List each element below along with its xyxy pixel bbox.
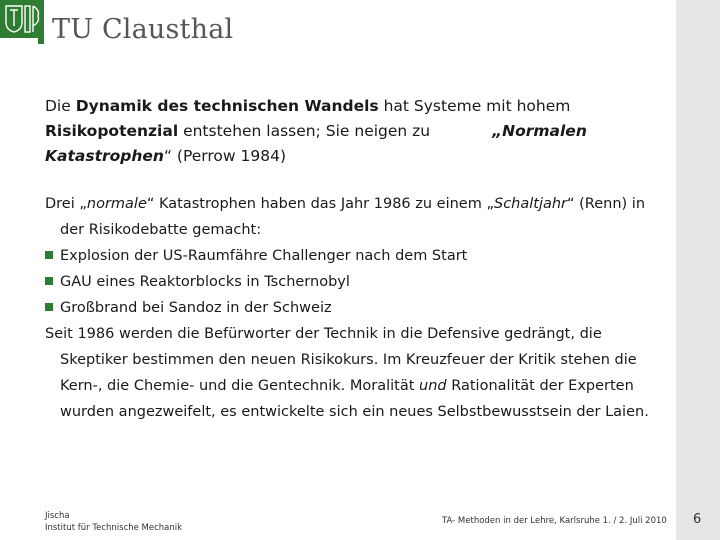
emphasis: Dynamik des technischen Wandels — [75, 97, 379, 115]
intro-line-2: der Risikodebatte gemacht: — [60, 222, 262, 238]
footer-author-block — [45, 510, 182, 534]
bullet-square-icon — [45, 277, 53, 285]
text: Die — [45, 97, 76, 115]
italic-term: Schaltjahr — [493, 196, 568, 212]
text: “ Katastrophen haben das Jahr 1986 zu einem „ — [146, 196, 494, 212]
text: “ (Perrow 1984) — [163, 147, 287, 165]
body-paragraph — [45, 191, 665, 425]
brand-name: TU Clausthal — [52, 14, 234, 45]
text: “ (Renn) in — [567, 196, 646, 212]
footer-event: TA- Methoden in der Lehre, Karlsruhe 1. / 2. Juli 2010 — [442, 516, 667, 526]
footer-institute: Institut für Technische Mechanik — [45, 523, 183, 533]
bullet-square-icon — [45, 303, 53, 311]
conclusion-line: Seit 1986 werden die Befürworter der Technik in die Defensive gedrängt, die — [45, 326, 602, 342]
conclusion-line — [45, 373, 665, 399]
list-item-text: Explosion der US-Raumfähre Challenger nach dem Start — [60, 248, 468, 264]
text: Rationalität der Experten — [446, 378, 634, 394]
list-item — [45, 295, 665, 321]
conclusion-line: Skeptiker bestimmen den neuen Risikokurs. Im Kreuzfeuer der Kritik stehen die — [60, 352, 637, 368]
list-item-text: GAU eines Reaktorblocks in Tschernobyl — [60, 274, 350, 290]
list-item — [45, 243, 665, 269]
logo-accent-square — [38, 38, 44, 44]
text: Drei „ — [45, 196, 87, 212]
footer-author: Jischa — [45, 511, 70, 521]
right-sidebar-band — [676, 0, 720, 540]
list-item — [45, 269, 665, 295]
emphasis: Risikopotenzial — [45, 122, 179, 140]
intro-line — [45, 191, 665, 217]
italic-term: normale — [86, 196, 147, 212]
text: hat Systeme mit hohem — [378, 97, 571, 115]
page-number: 6 — [693, 512, 702, 527]
intro-paragraph — [45, 94, 645, 169]
italic-term: und — [419, 378, 447, 394]
text: entstehen lassen; Sie neigen zu — [178, 122, 431, 140]
tu-clausthal-logo-icon — [0, 0, 44, 38]
text: Kern-, die Chemie- und die Gentechnik. Moralität — [60, 378, 420, 394]
conclusion-line: wurden angezweifelt, es entwickelte sich ein neues Selbstbewusstsein der Laien. — [60, 404, 649, 420]
list-item-text: Großbrand bei Sandoz in der Schweiz — [60, 300, 332, 316]
bullet-square-icon — [45, 251, 53, 259]
emphasis-italic: „Normalen Katastrophen — [45, 122, 587, 165]
